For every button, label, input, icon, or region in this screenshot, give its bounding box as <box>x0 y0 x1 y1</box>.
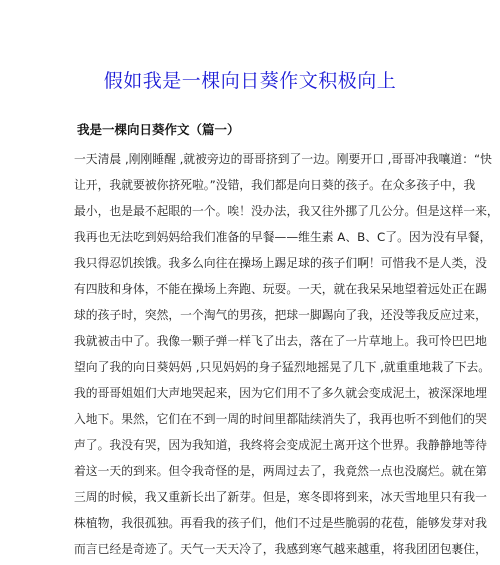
body-line: 我再也无法吃到妈妈给我们准备的早餐——维生素 A、B、C了。因为没有早餐， <box>74 230 492 244</box>
body-line: 着这一天的到来。但令我奇怪的是，两周过去了，我竟然一点也没腐烂。就在第 <box>74 464 487 478</box>
article-title: 假如我是一棵向日葵作文积极向上 <box>103 70 397 92</box>
body-line: 让开，我就要被你挤死啦。”没错，我们都是向日葵的孩子。在众多孩子中，我 <box>74 178 476 192</box>
body-line: 望向了我的向日葵妈妈 ,只见妈妈的身子猛烈地摇晃了几下 ,就重重地栽了下去。 <box>74 360 491 374</box>
body-line: 一天清晨 ,刚刚睡醒 ,就被旁边的哥哥挤到了一边。刚要开口 ,哥哥冲我嚷道：“快 <box>74 152 492 166</box>
body-line: 我只得忍饥挨饿。我多么向往在操场上踢足球的孩子们啊！可惜我不是人类，没 <box>74 256 487 270</box>
body-line: 球的孩子时，突然，一个淘气的男孩，把球一脚踢向了我，还没等我反应过来， <box>74 308 487 322</box>
section-heading: 我是一棵向日葵作文（篇一） <box>77 122 240 137</box>
body-line: 三周的时候，我又重新长出了新芽。但是，寒冬即将到来，冰天雪地里只有我一 <box>74 490 487 504</box>
body-line: 声了。我没有哭，因为我知道，我终将会变成泥土离开这个世界。我静静地等待 <box>74 438 487 452</box>
body-line: 而言已经是奇迹了。天气一天天冷了，我感到寒气越来越重，将我团团包裹住， <box>74 542 487 556</box>
body-line: 株植物，我很孤独。再看我的孩子们，他们不过是些脆弱的花苞，能够发芽对我 <box>74 516 487 530</box>
body-line: 入地下。果然，它们在不到一周的时间里都陆续消失了，我再也听不到他们的哭 <box>74 412 487 426</box>
body-line: 最小，也是最不起眼的一个。唉！没办法，我又往外挪了几公分。但是这样一来， <box>74 204 499 218</box>
body-line: 我就被击中了。我像一颗子弹一样飞了出去，落在了一片草地上。我可怜巴巴地 <box>74 334 487 348</box>
body-line: 有四肢和身体，不能在操场上奔跑、玩耍。一天，就在我呆呆地望着远处正在踢 <box>74 282 487 296</box>
body-line: 我的哥哥姐姐们大声地哭起来，因为它们用不了多久就会变成泥土，被深深地埋 <box>74 386 487 400</box>
